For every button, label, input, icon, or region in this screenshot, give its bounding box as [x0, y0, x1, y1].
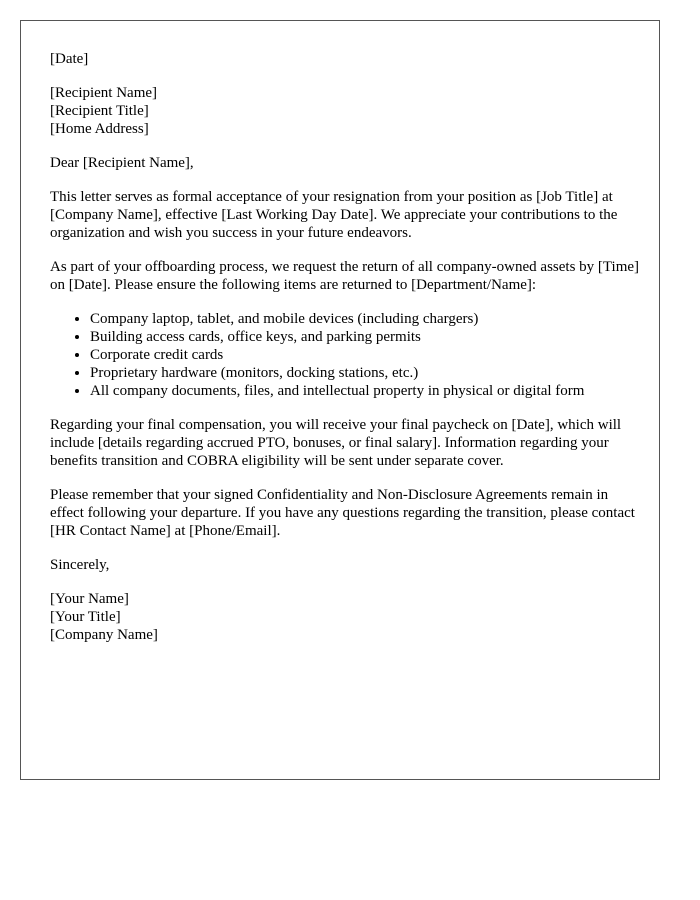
recipient-block	[50, 84, 640, 138]
list-item: • Proprietary hardware (monitors, docking stations, etc.)	[90, 364, 640, 382]
sender-block	[50, 590, 640, 644]
recipient-name: [Recipient Name]	[50, 85, 158, 101]
asset-list	[50, 310, 640, 400]
paragraph-acceptance: This letter serves as formal acceptance of your resignation from your position as [Job Title] at [Company Name], effective [Last Working Day Date]. We appreciate your contributions to the organization and wish you success in your future endeavors.	[50, 189, 618, 241]
letter-date: [Date]	[50, 51, 89, 67]
sender-company: [Company Name]	[50, 627, 158, 643]
letter-content	[50, 50, 640, 660]
list-item: • Company laptop, tablet, and mobile devices (including chargers)	[90, 310, 640, 328]
list-item: • Building access cards, office keys, and parking permits	[90, 328, 640, 346]
list-item: • All company documents, files, and intellectual property in physical or digital form	[90, 382, 640, 400]
sender-name: [Your Name]	[50, 591, 129, 607]
recipient-address: [Home Address]	[50, 121, 149, 137]
paragraph-compensation: Regarding your final compensation, you will receive your final paycheck on [Date], which will include [details regarding accrued PTO, bonuses, or final salary]. Information regarding your benefits transition and COBRA eligibility will be sent under separate cover.	[50, 417, 622, 469]
salutation: Dear [Recipient Name],	[50, 155, 194, 171]
paragraph-offboarding: As part of your offboarding process, we request the return of all company-owned assets by [Time] on [Date]. Please ensure the following items are returned to [Department/Name]:	[50, 259, 640, 293]
list-item: • Corporate credit cards	[90, 346, 640, 364]
paragraph-confidentiality: Please remember that your signed Confidentiality and Non-Disclosure Agreements remain in effect following your departure. If you have any questions regarding the transition, please contact [HR Contact Name] at [Phone/Email].	[50, 487, 635, 539]
letter-page	[20, 20, 660, 780]
sender-title: [Your Title]	[50, 609, 121, 625]
closing: Sincerely,	[50, 557, 110, 573]
recipient-title: [Recipient Title]	[50, 103, 149, 119]
